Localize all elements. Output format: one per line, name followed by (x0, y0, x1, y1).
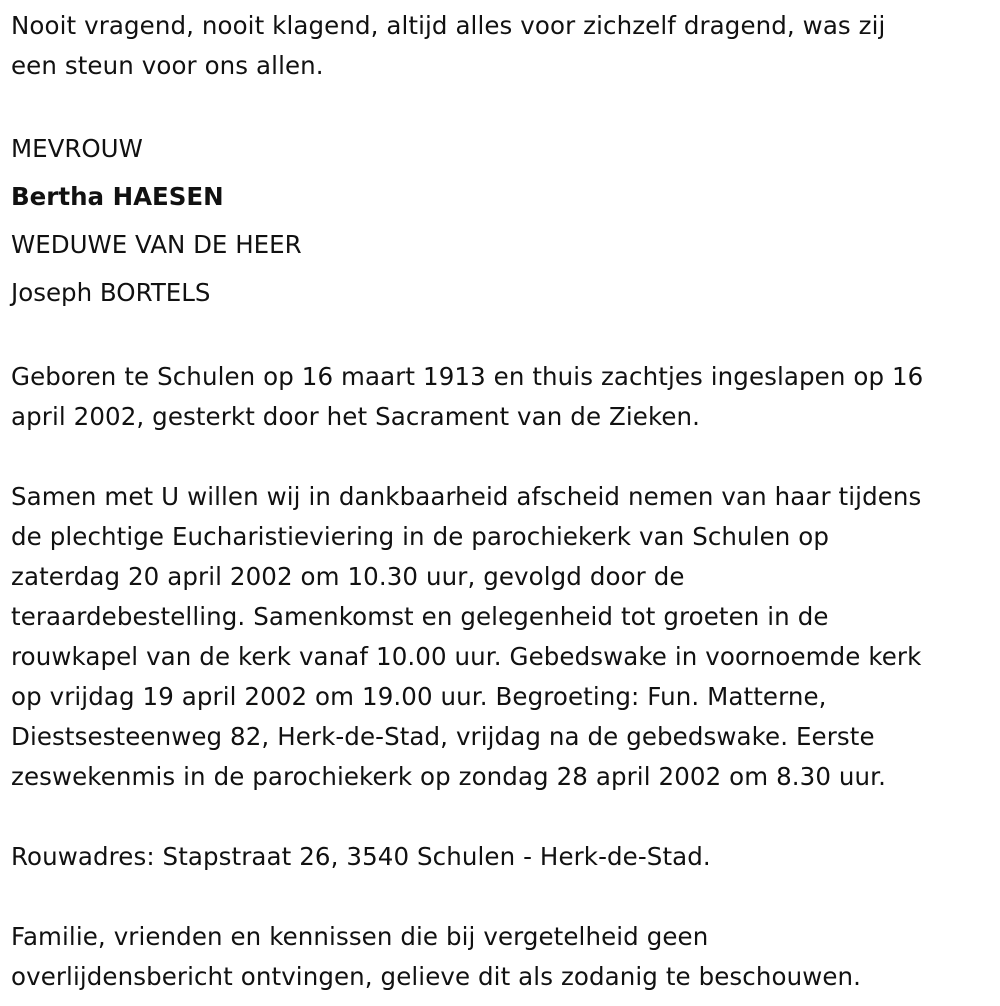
closing-paragraph (11, 917, 996, 997)
spacer (11, 797, 996, 837)
mourning-address: Rouwadres: Stapstraat 26, 3540 Schulen - Herk-de-Stad. (11, 842, 711, 871)
ceremony-line: zeswekenmis in de parochiekerk op zondag 28 april 2002 om 8.30 uur. (11, 762, 886, 791)
spouse-name: Joseph BORTELS (11, 278, 211, 307)
ceremony-line: de plechtige Eucharistieviering in de parochiekerk van Schulen op (11, 522, 830, 551)
intro-line: Nooit vragend, nooit klagend, altijd alles voor zichzelf dragend, was zij (11, 11, 886, 40)
intro-paragraph (11, 6, 996, 86)
ceremony-line: rouwkapel van de kerk vanaf 10.00 uur. Gebedswake in voornoemde kerk (11, 642, 922, 671)
ceremony-line: Samen met U willen wij in dankbaarheid afscheid nemen van haar tijdens (11, 482, 922, 511)
birth-death-line: Geboren te Schulen op 16 maart 1913 en thuis zachtjes ingeslapen op 16 (11, 362, 924, 391)
ceremony-line: Diestsesteenweg 82, Herk-de-Stad, vrijdag na de gebedswake. Eerste (11, 722, 875, 751)
ceremony-paragraph (11, 477, 996, 797)
spacer (11, 317, 996, 357)
obituary-document (11, 0, 996, 997)
address-paragraph (11, 837, 996, 877)
deceased-name: Bertha HAESEN (11, 182, 224, 211)
spacer (11, 86, 996, 125)
ceremony-line: zaterdag 20 april 2002 om 10.30 uur, gevolgd door de (11, 562, 685, 591)
spacer (11, 437, 996, 477)
deceased-block (11, 125, 996, 317)
birth-death-paragraph (11, 357, 996, 437)
birth-death-line: april 2002, gesterkt door het Sacrament van de Zieken. (11, 402, 701, 431)
title-mevrouw: MEVROUW (11, 134, 143, 163)
ceremony-line: op vrijdag 19 april 2002 om 19.00 uur. Begroeting: Fun. Matterne, (11, 682, 827, 711)
closing-line: Familie, vrienden en kennissen die bij vergetelheid geen (11, 922, 709, 951)
relation-line: WEDUWE VAN DE HEER (11, 230, 302, 259)
intro-line: een steun voor ons allen. (11, 51, 324, 80)
ceremony-line: teraardebestelling. Samenkomst en gelegenheid tot groeten in de (11, 602, 829, 631)
spacer (11, 877, 996, 917)
closing-line: overlijdensbericht ontvingen, gelieve dit als zodanig te beschouwen. (11, 962, 862, 991)
